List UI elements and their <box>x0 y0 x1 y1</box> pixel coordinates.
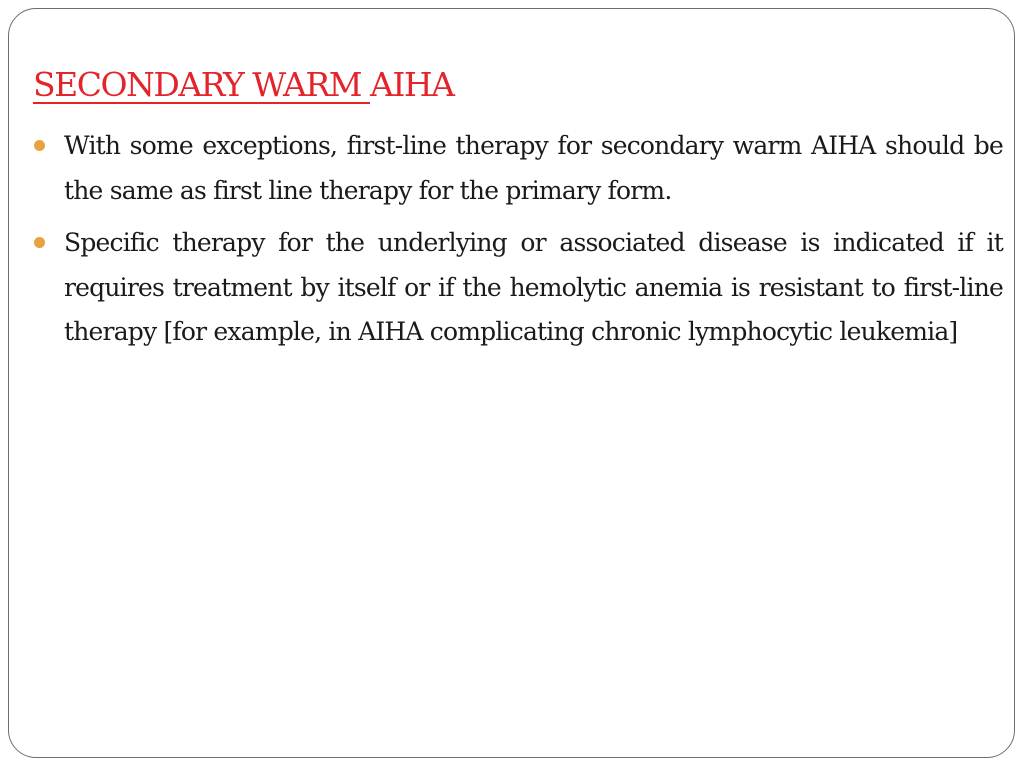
bullet-dot-icon <box>34 237 45 248</box>
slide-title <box>33 65 454 105</box>
bullet-list <box>33 124 1003 363</box>
slide-frame <box>8 8 1015 758</box>
bullet-dot-icon <box>34 140 45 151</box>
title-rest-part: AIHA <box>370 65 454 104</box>
bullet-text: Specific therapy for the underlying or associated disease is indicated if it requires treatment by itself or if the hemolytic anemia is resistant to first-line therapy [for example, in AIHA complicating chronic lymphocytic leukemia] <box>64 228 1003 346</box>
title-underlined-part: SECONDARY WARM <box>33 65 371 104</box>
bullet-item <box>33 124 1003 213</box>
bullet-text: With some exceptions, first-line therapy for secondary warm AIHA should be the same as first line therapy for the primary form. <box>64 131 1003 205</box>
bullet-item <box>33 221 1003 355</box>
